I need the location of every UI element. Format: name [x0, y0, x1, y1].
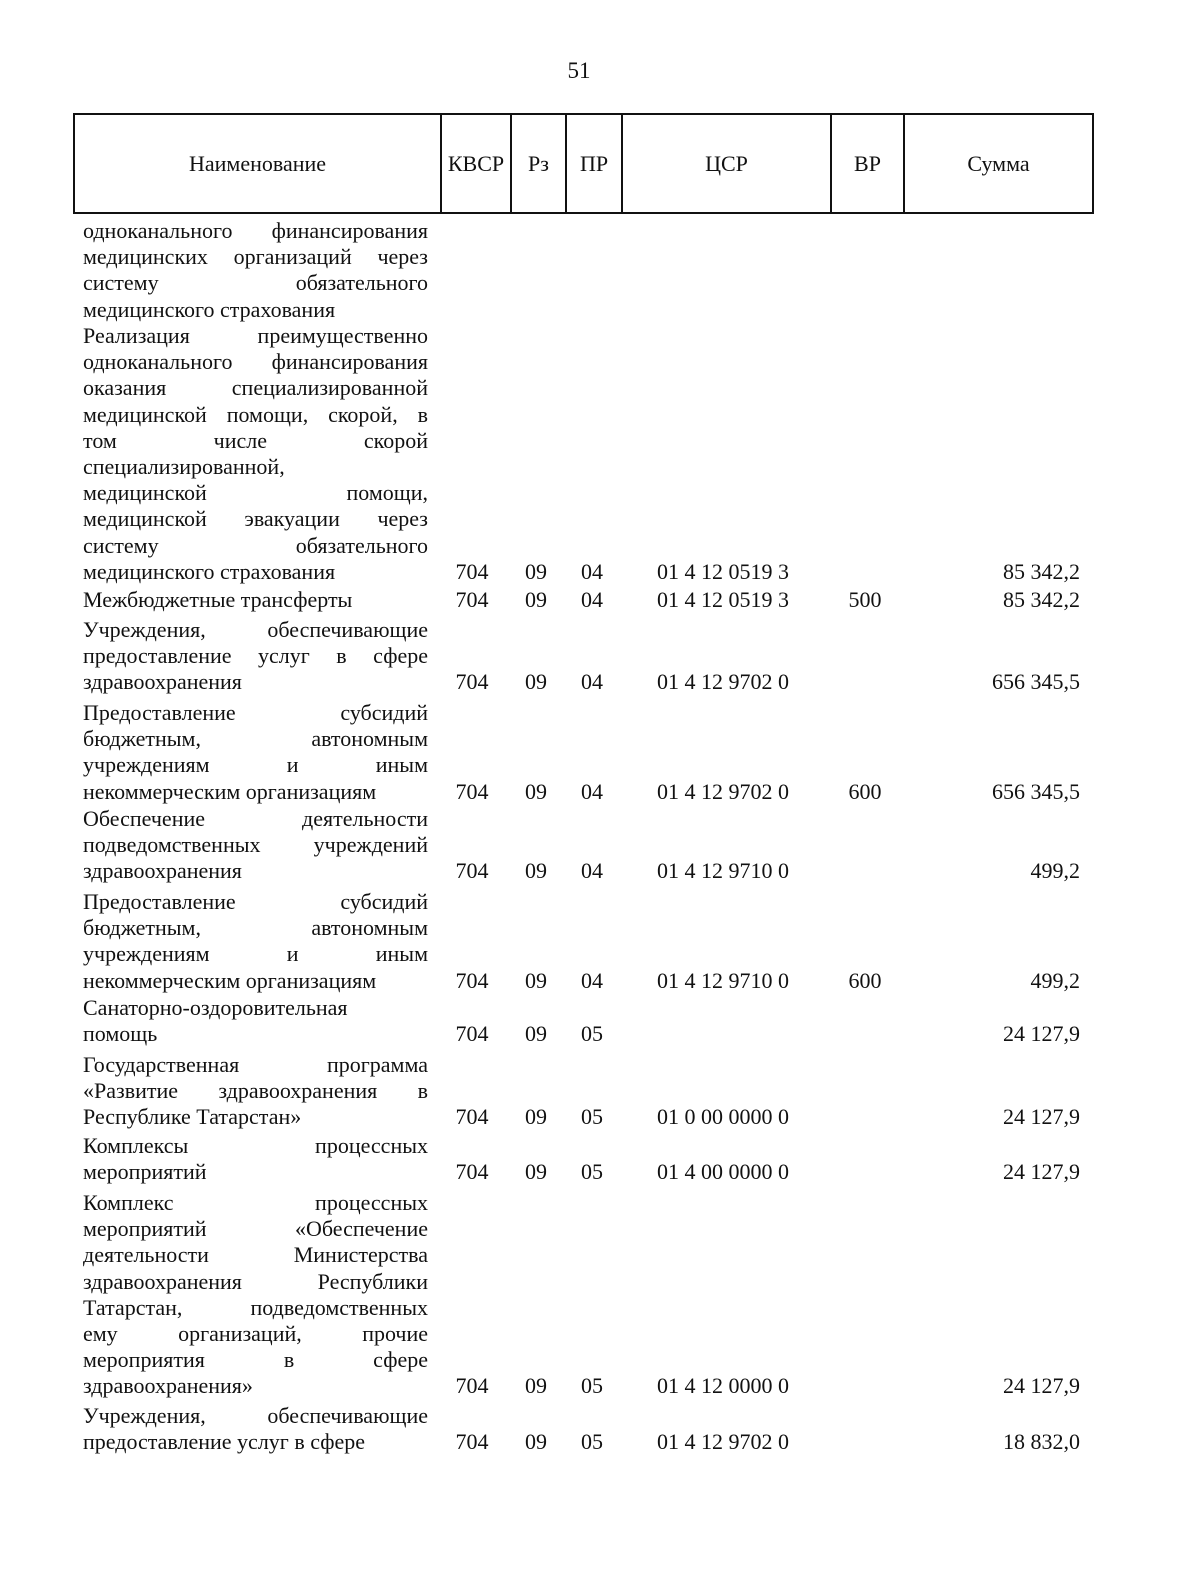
row-csr: 01 0 00 0000 0 [657, 1104, 789, 1130]
row-pr: 05 [581, 1159, 603, 1185]
row-name-line: том числе скорой [83, 427, 428, 453]
row-name-line: помощь [83, 1021, 158, 1047]
row-rz: 09 [525, 778, 547, 804]
row-vr: 600 [848, 967, 882, 993]
row-rz: 09 [525, 669, 547, 695]
row-pr: 04 [581, 587, 603, 612]
row-rz: 09 [525, 1429, 547, 1455]
row-pr: 05 [581, 1104, 603, 1130]
row-name-line: некоммерческим организациям [83, 778, 377, 804]
row-name-line: медицинского страхования [83, 558, 336, 584]
row-csr: 01 4 12 0519 3 [657, 558, 789, 584]
row-csr: 01 4 12 9702 0 [657, 1429, 789, 1455]
row-rz: 09 [525, 1104, 547, 1130]
row-sum: 24 127,9 [1003, 1021, 1080, 1047]
row-rz: 09 [525, 1021, 547, 1047]
row-name-line: бюджетным, автономным [83, 915, 428, 941]
header-vr: ВР [832, 115, 905, 212]
row-name-line: Учреждения, обеспечивающие [83, 617, 428, 642]
row-name-line: предоставление услуг в сфере [83, 643, 428, 669]
row-name-line: ему организаций, прочие [83, 1320, 428, 1346]
row-kvsr: 704 [455, 1159, 489, 1185]
row-vr: 500 [848, 587, 882, 612]
row-name-line: Межбюджетные трансферты [83, 587, 353, 612]
row-csr: 01 4 12 0000 0 [657, 1373, 789, 1399]
row-name-line: Обеспечение деятельности [83, 806, 428, 831]
header-pr: ПР [567, 115, 623, 212]
header-name: Наименование [75, 115, 442, 212]
row-name-line: оказания специализированной [83, 375, 428, 401]
row-name-line: Татарстан, подведомственных [83, 1294, 428, 1320]
row-pr: 05 [581, 1429, 603, 1455]
row-name [83, 1403, 428, 1455]
row-name-line: здравоохранения [83, 669, 242, 695]
row-sum: 24 127,9 [1003, 1104, 1080, 1130]
row-name-line: учреждениям и иным [83, 752, 428, 778]
page-number: 51 [567, 58, 591, 83]
row-kvsr: 704 [455, 967, 489, 993]
row-name-line: мероприятий [83, 1159, 207, 1185]
header-csr: ЦСР [623, 115, 832, 212]
row-name [83, 806, 428, 885]
row-name-line: Республике Татарстан» [83, 1104, 302, 1130]
row-csr: 01 4 12 9702 0 [657, 669, 789, 695]
row-pr: 04 [581, 558, 603, 584]
row-csr: 01 4 12 9702 0 [657, 778, 789, 804]
row-pr: 05 [581, 1373, 603, 1399]
row-name [83, 1133, 428, 1185]
row-name-line: Реализация преимущественно [83, 323, 428, 348]
row-name-line: здравоохранения Республики [83, 1268, 428, 1294]
row-name [83, 995, 428, 1047]
row-kvsr: 704 [455, 858, 489, 884]
row-name-line: здравоохранения» [83, 1373, 253, 1399]
row-sum: 656 345,5 [992, 669, 1080, 695]
row-kvsr: 704 [455, 1104, 489, 1130]
row-name-line: системy обязательного [83, 270, 428, 296]
header-kvsr: КВСР [442, 115, 512, 212]
row-pr: 04 [581, 967, 603, 993]
row-kvsr: 704 [455, 558, 489, 584]
row-name-line: медицинской помощи, [83, 480, 428, 506]
row-pr: 04 [581, 778, 603, 804]
table-header [73, 113, 1094, 214]
row-pr: 04 [581, 669, 603, 695]
row-name [83, 587, 428, 613]
row-name-line: одноканального финансирования [83, 218, 428, 243]
row-name [83, 1190, 428, 1400]
row-name-line: Предоставление субсидий [83, 889, 428, 914]
row-kvsr: 704 [455, 1429, 489, 1455]
row-rz: 09 [525, 967, 547, 993]
row-kvsr: 704 [455, 1373, 489, 1399]
row-rz: 09 [525, 1373, 547, 1399]
row-kvsr: 704 [455, 1021, 489, 1047]
row-kvsr: 704 [455, 778, 489, 804]
row-sum: 24 127,9 [1003, 1373, 1080, 1399]
row-name-line: учреждениям и иным [83, 941, 428, 967]
row-name-line: Комплексы процессных [83, 1133, 428, 1158]
row-name [83, 218, 428, 323]
row-name-line: некоммерческим организациям [83, 967, 377, 993]
row-sum: 499,2 [1030, 858, 1080, 884]
row-vr: 600 [848, 778, 882, 804]
row-sum: 85 342,2 [1003, 587, 1080, 612]
row-name-line: Комплекс процессных [83, 1190, 428, 1215]
row-name [83, 889, 428, 994]
row-name-line: медицинских организаций через [83, 244, 428, 270]
row-name [83, 700, 428, 805]
row-name-line: Государственная программа [83, 1052, 428, 1077]
row-name-line: специализированной, [83, 453, 285, 479]
row-csr: 01 4 00 0000 0 [657, 1159, 789, 1185]
row-sum: 656 345,5 [992, 778, 1080, 804]
row-name [83, 1052, 428, 1131]
row-name-line: медицинской помощи, скорой, в [83, 401, 428, 427]
row-name-line: системy обязательного [83, 532, 428, 558]
row-sum: 499,2 [1030, 967, 1080, 993]
row-rz: 09 [525, 587, 547, 612]
row-name-line: медицинской эвакуации через [83, 506, 428, 532]
row-name-line: мероприятий «Обеспечение [83, 1216, 428, 1242]
row-name-line: бюджетным, автономным [83, 726, 428, 752]
row-csr: 01 4 12 9710 0 [657, 967, 789, 993]
row-csr: 01 4 12 9710 0 [657, 858, 789, 884]
row-name-line: подведомственных учреждений [83, 832, 428, 858]
row-kvsr: 704 [455, 587, 489, 612]
row-rz: 09 [525, 1159, 547, 1185]
row-name-line: Предоставление субсидий [83, 700, 428, 725]
row-rz: 09 [525, 858, 547, 884]
row-name-line: деятельности Министерства [83, 1242, 428, 1268]
row-name [83, 323, 428, 585]
row-sum: 85 342,2 [1003, 558, 1080, 584]
row-name-line: Учреждения, обеспечивающие [83, 1403, 428, 1428]
row-name-line: мероприятия в сфере [83, 1347, 428, 1373]
row-name-line: Санаторно-оздоровительная [83, 995, 348, 1020]
row-csr: 01 4 12 0519 3 [657, 587, 789, 612]
header-rz: Рз [512, 115, 567, 212]
row-pr: 04 [581, 858, 603, 884]
row-name-line: медицинского страхования [83, 296, 336, 322]
row-name-line: одноканального финансирования [83, 349, 428, 375]
row-name [83, 617, 428, 696]
row-name-line: предоставление услуг в сфере [83, 1429, 366, 1455]
row-name-line: здравоохранения [83, 858, 242, 884]
row-sum: 24 127,9 [1003, 1159, 1080, 1185]
row-name-line: «Развитие здравоохранения в [83, 1078, 428, 1104]
row-pr: 05 [581, 1021, 603, 1047]
header-sum: Сумма [967, 150, 1030, 176]
row-rz: 09 [525, 558, 547, 584]
row-sum: 18 832,0 [1003, 1429, 1080, 1455]
row-kvsr: 704 [455, 669, 489, 695]
